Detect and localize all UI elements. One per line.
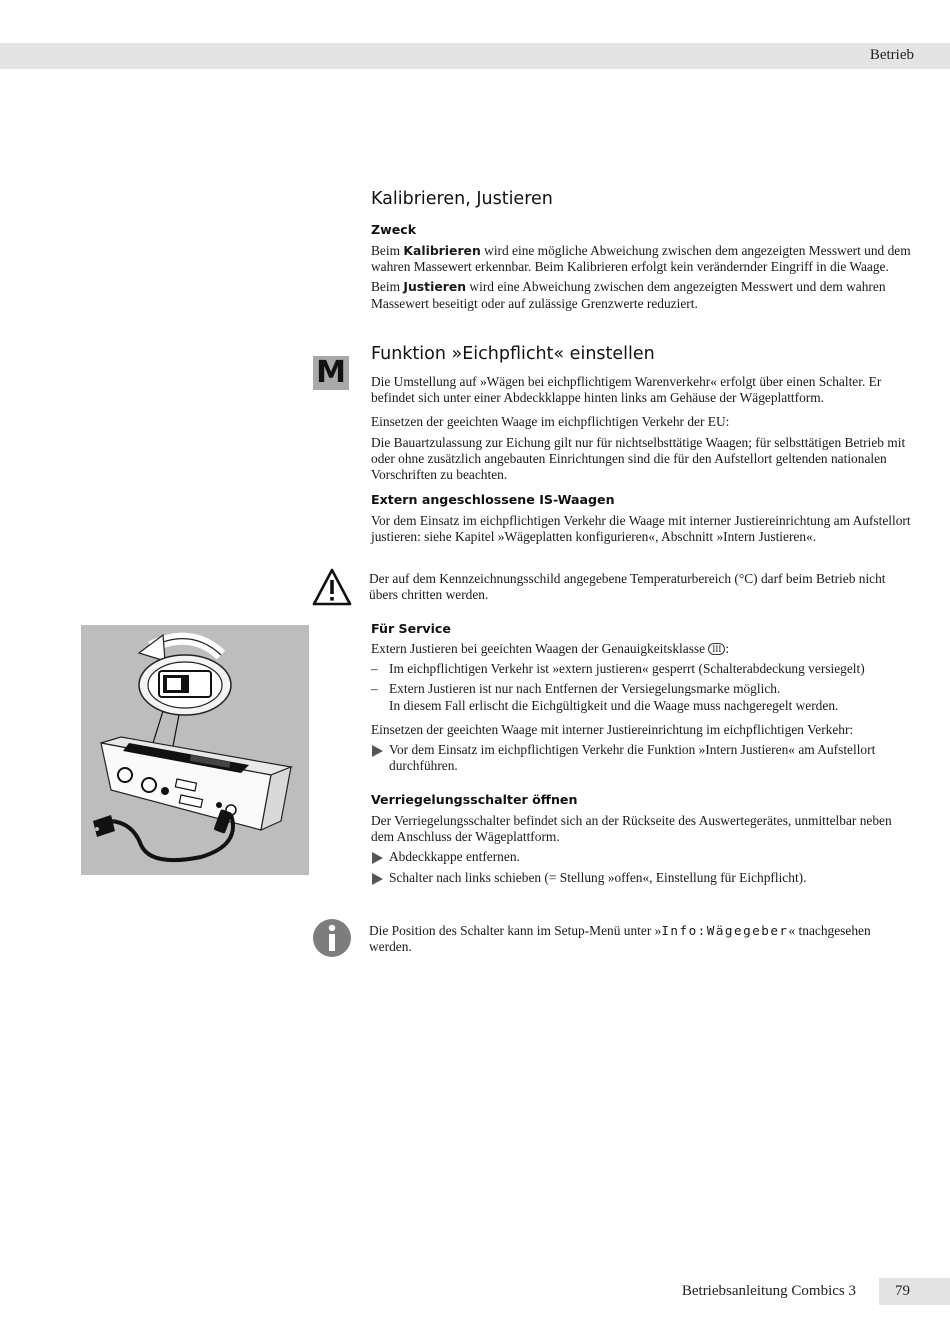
info-text: Die Position des Schalter kann im Setup-Menü unter »Info:Wägegeber« tnachgesehen werden. (369, 923, 871, 955)
header-bar (0, 43, 950, 69)
list-item: Vor dem Einsatz im eichpflichtigen Verkehr die Funktion »Intern Justieren« am Aufstellort durchführen. (371, 742, 916, 774)
menu-path: Info:Wägegeber (661, 923, 789, 938)
heading-verriegelung: Verriegelungsschalter öffnen (371, 792, 578, 807)
info-note (369, 923, 914, 955)
section-verriegelung (371, 792, 916, 886)
paragraph-service-intro: Extern Justieren bei geeichten Waagen der Genauigkeitsklasse III : (371, 641, 730, 656)
heading-is-waagen: Extern angeschlossene IS-Waagen (371, 492, 615, 508)
arrow-bullet-icon (372, 745, 383, 757)
paragraph-internal-intro: Einsetzen der geeichten Waage mit interner Justiereinrichtung im eichpflichtigen Verkehr: (371, 721, 854, 737)
list-item: – Im eichpflichtigen Verkehr ist »extern justieren« gesperrt (Schalterabdeckung versiegelt) (371, 661, 916, 677)
section-service (371, 621, 916, 774)
heading-eichpflicht: Funktion »Eichpflicht« einstellen (371, 344, 655, 364)
device-switch-illustration (81, 625, 309, 875)
paragraph-kalibrieren: Beim Kalibrieren wird eine mögliche Abweichung zwischen dem angezeigten Messwert und dem wahren Massewert erkennbar. Beim Kalibrieren erfolgt kein verändernder Eingriff in die Waage. (371, 243, 911, 275)
term-justieren: Justieren (403, 279, 467, 295)
section-eichpflicht (371, 343, 916, 546)
footer-title: Betriebsanleitung Combics 3 (681, 1283, 856, 1299)
paragraph-verriegelung: Der Verriegelungsschalter befindet sich an der Rückseite des Auswertegerätes, unmittelbar neben dem Anschluss der Wägeplattform. (371, 813, 892, 845)
accuracy-class-symbol: III (708, 643, 725, 655)
section-title: Betrieb (869, 47, 914, 63)
paragraph-bauartzulassung: Die Bauartzulassung zur Eichung gilt nur für nichtselbsttätige Waagen; für selbsttätigen Betrieb mit oder ohne zusätzlich angebauten Einrichtungen sind die für den Aufstellort geltenden nationalen Vorschriften zu beachten. (371, 434, 906, 483)
info-icon (312, 918, 352, 958)
list-item: – Extern Justieren ist nur nach Entfernen der Versiegelungsmarke möglich. In diesem Fall erlischt die Eichgültigkeit und die Waage muss nachgeregelt werden. (371, 681, 916, 713)
list-item: Abdeckkappe entfernen. (371, 849, 916, 865)
heading-zweck: Zweck (371, 222, 417, 237)
arrow-bullet-icon (372, 852, 383, 864)
paragraph-justieren: Beim Justieren wird eine Abweichung zwischen dem angezeigten Messwert und dem wahren Massewert beseitigt oder auf zulässige Grenzwerte reduziert. (371, 279, 886, 311)
verriegelung-steps (371, 849, 916, 885)
heading-kalibrieren: Kalibrieren, Justieren (371, 189, 553, 209)
list-item: Schalter nach links schieben (= Stellung »offen«, Einstellung für Eichpflicht). (371, 870, 916, 886)
warning-note (369, 571, 914, 603)
warning-text: Der auf dem Kennzeichnungsschild angegebene Temperaturbereich (°C) darf beim Betrieb nicht übers chritten werden. (369, 571, 886, 603)
term-kalibrieren: Kalibrieren (403, 243, 481, 258)
paragraph-umstellung: Die Umstellung auf »Wägen bei eichpflichtigem Warenverkehr« erfolgt über einen Schalter. Er befindet sich unter einer Abdeckklappe hinten links am Gehäuse der Wägeplattform. (371, 374, 882, 406)
page-number: 79 (895, 1283, 910, 1299)
heading-service: Für Service (371, 621, 451, 636)
warning-triangle-icon (312, 568, 352, 606)
section-kalibrieren (371, 188, 916, 312)
arrow-bullet-icon (372, 873, 383, 885)
paragraph-einsetzen-eu: Einsetzen der geeichten Waage im eichpflichtigen Verkehr der EU: (371, 414, 730, 430)
page-number-box (879, 1278, 950, 1305)
paragraph-is-waagen: Vor dem Einsatz im eichpflichtigen Verkehr die Waage mit interner Justiereinrichtung am Aufstellort justieren: siehe Kapitel »Wägeplatten konfigurieren«, Abschnitt »Intern Justieren«. (371, 513, 911, 545)
m-marker-icon: M (313, 356, 349, 390)
service-arrow-list (371, 742, 916, 774)
service-dash-list (371, 661, 916, 714)
